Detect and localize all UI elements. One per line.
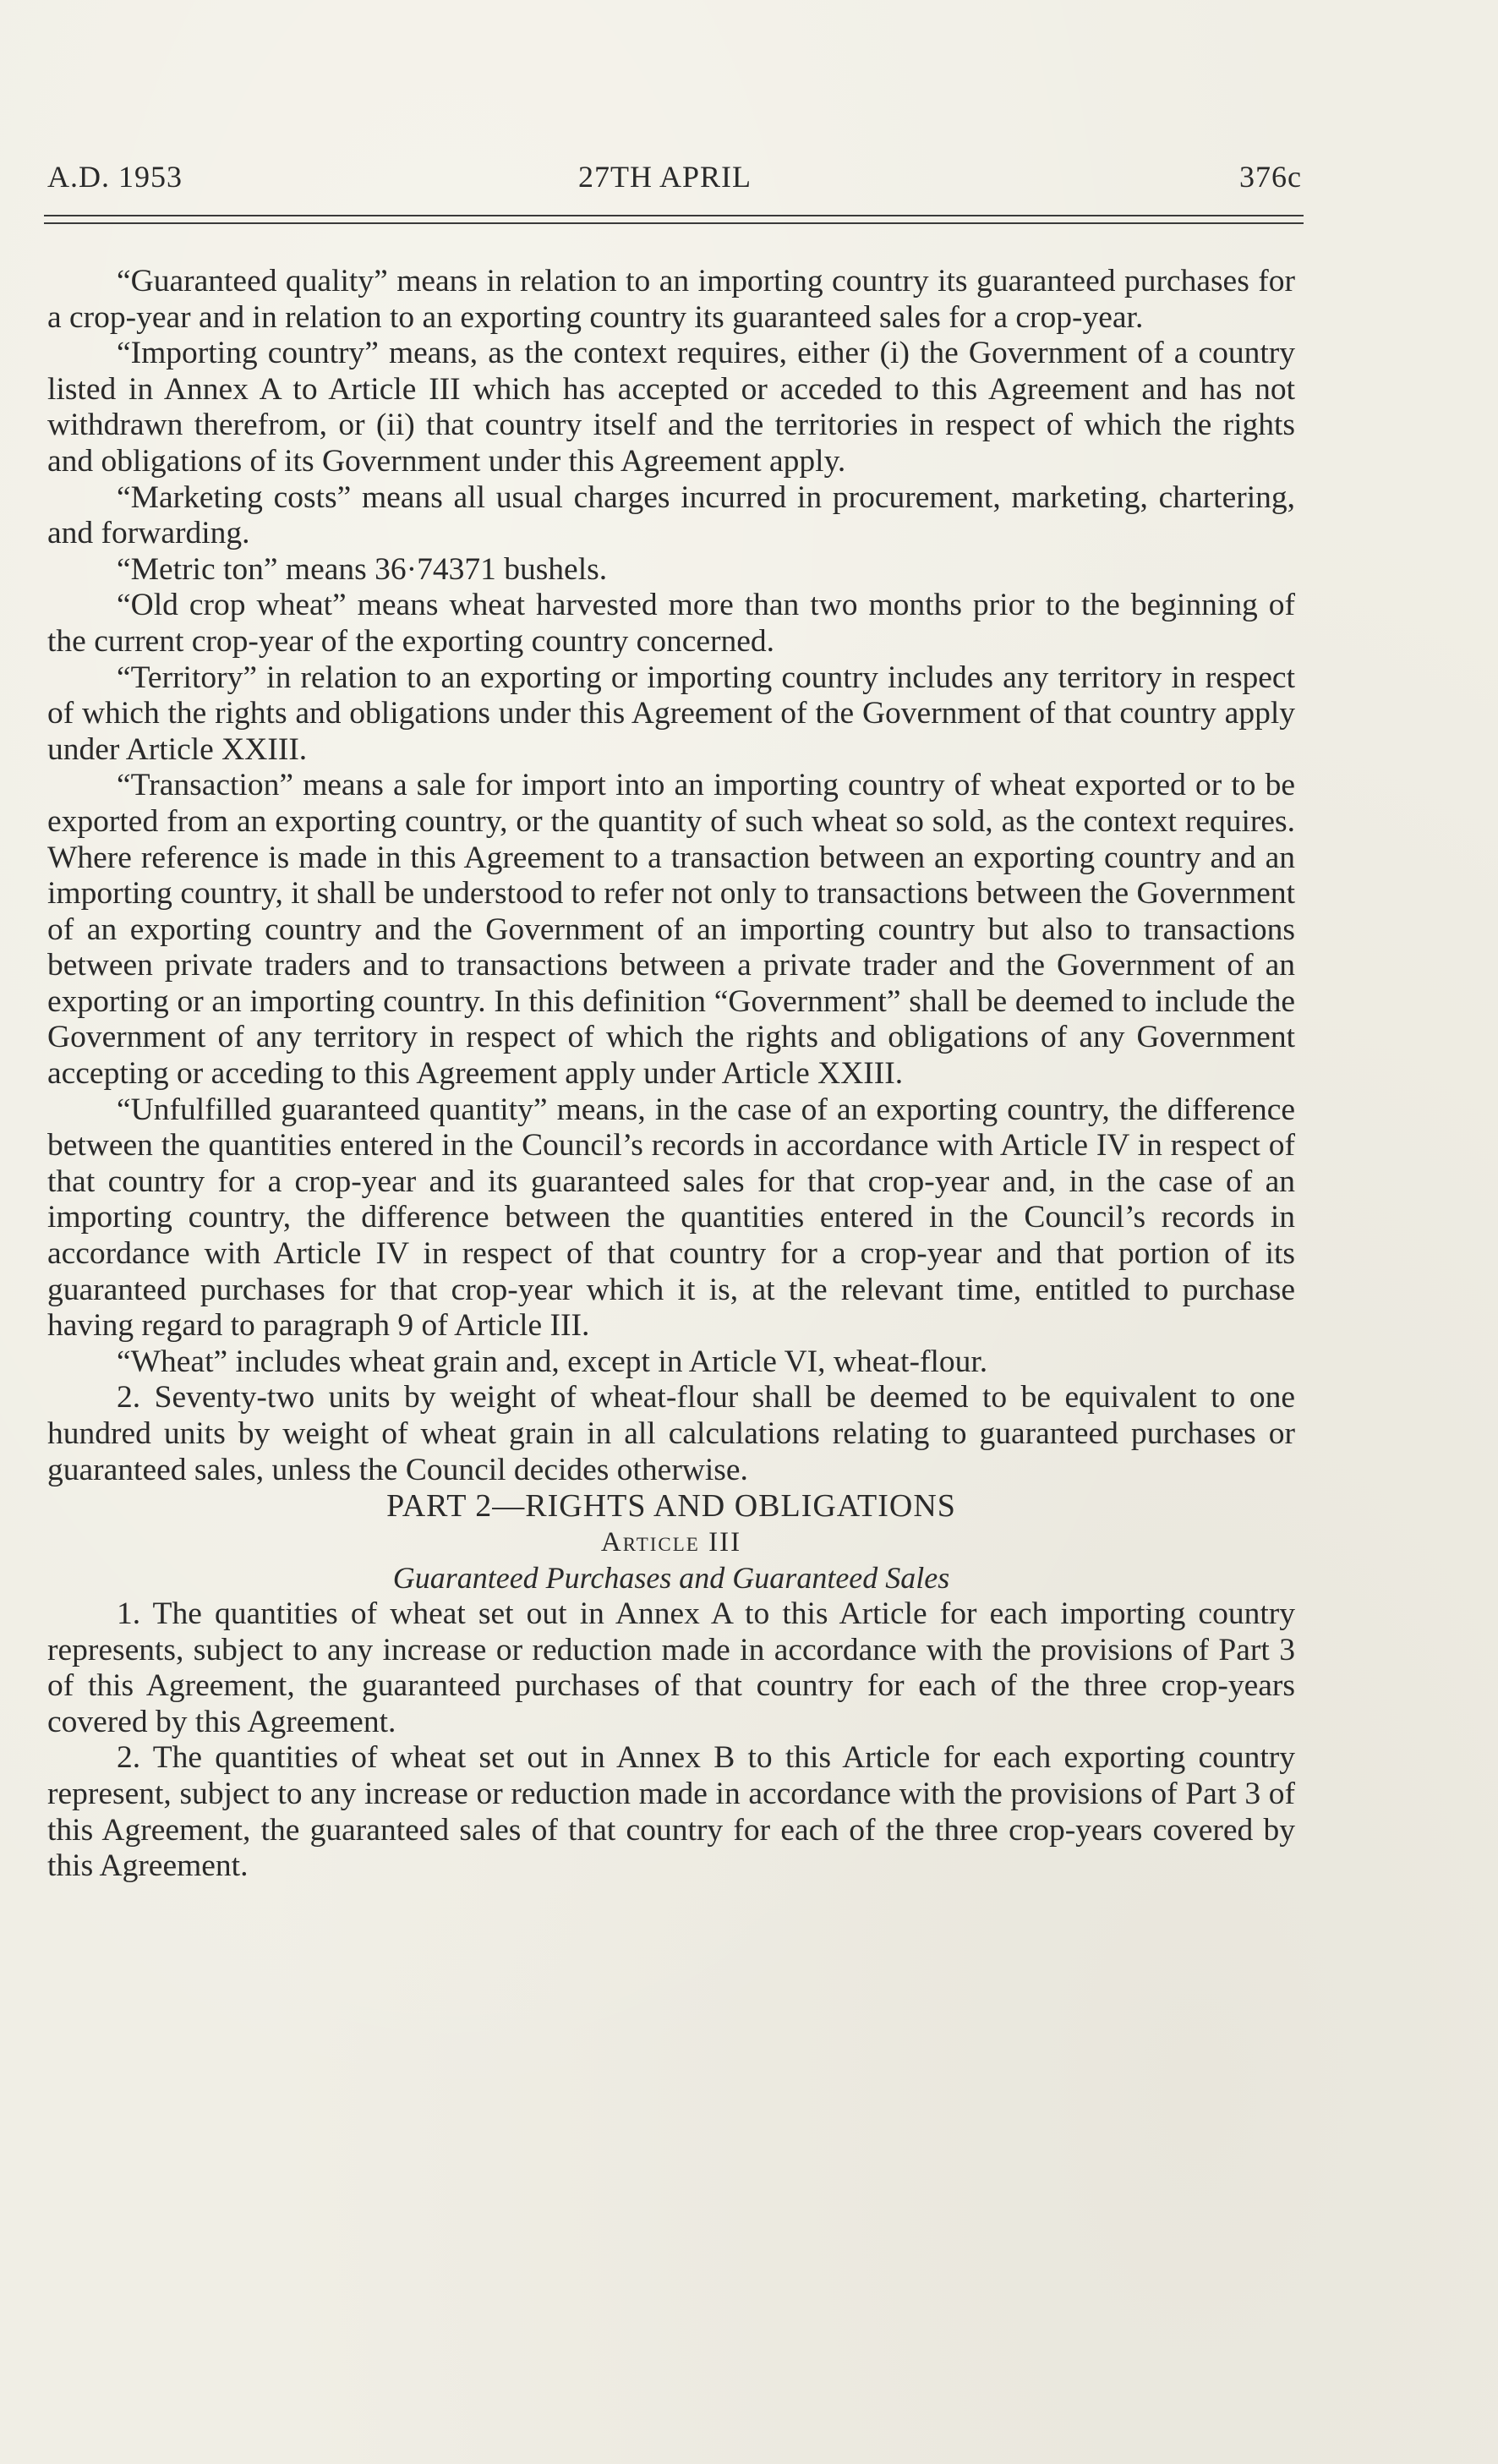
definition-metric-ton: “Metric ton” means 36·74371 bushels. — [117, 551, 608, 587]
definition-old-crop-wheat: “Old crop wheat” means wheat harvested more than two months prior to the beginning of the current crop-year of the exporting country concerned. — [47, 588, 1295, 659]
header-date: 27TH APRIL — [578, 160, 752, 194]
header-rule-bottom — [44, 222, 1304, 224]
body-text — [47, 264, 1295, 1885]
definition-territory: “Territory” in relation to an exporting or importing country includes any territory in respect of which the rights and obligations under this Agreement of the Government of that country apply under Article XXIII. — [47, 660, 1295, 767]
definition-wheat: “Wheat” includes wheat grain and, except in Article VI, wheat-flour. — [117, 1344, 988, 1379]
article-heading: Article III — [600, 1526, 742, 1558]
page-header — [47, 159, 1302, 200]
header-rule-top — [44, 215, 1304, 216]
article-paragraph-2: 2. The quantities of wheat set out in Annex B to this Article for each exporting country represent, subject to any increase or reduction made in accordance with the provisions of Part 3 of this Agreement, the guaranteed sales of that country for each of the three crop-years covered by this Agreement. — [47, 1740, 1295, 1884]
part-heading: PART 2—RIGHTS AND OBLIGATIONS — [386, 1488, 956, 1525]
definition-importing-country: “Importing country” means, as the context requires, either (i) the Government of a country listed in Annex A to Article III which has accepted or acceded to this Agreement and has not withdrawn therefrom, or (ii) that country itself and the territories in respect of which the rights and obligations of its Government under this Agreement apply. — [47, 336, 1295, 479]
article-paragraph-1: 1. The quantities of wheat set out in Annex A to this Article for each importing country represents, subject to any increase or reduction made in accordance with the provisions of Part 3 of this Agreement, the guaranteed purchases of that country for each of the three crop-years covered by this Agreement. — [47, 1596, 1295, 1739]
definition-marketing-costs: “Marketing costs” means all usual charges incurred in procurement, marketing, chartering, and forwarding. — [47, 479, 1295, 551]
article-subheading: Guaranteed Purchases and Guaranteed Sales — [392, 1561, 950, 1596]
definition-unfulfilled-guaranteed-quantity: “Unfulfilled guaranteed quantity” means, in the case of an exporting country, the difference between the quantities entered in the Council’s records in accordance with Article IV in respect of that country for a crop-year and its guaranteed sales for that crop-year and, in the case of an importing country, the difference between the quantities entered in the Council’s records in accordance with Article IV in respect of that country for a crop-year and that portion of its guaranteed purchases for that crop-year which it is, at the relevant time, entitled to purchase having regard to paragraph 9 of Article III. — [47, 1092, 1295, 1344]
paragraph-2-wheat-flour: 2. Seventy-two units by weight of wheat-flour shall be deemed to be equivalent to one hundred units by weight of wheat grain in all calculations relating to guaranteed purchases or guaranteed sales, unless the Council decides otherwise. — [47, 1380, 1295, 1487]
definition-transaction: “Transaction” means a sale for import into an importing country of wheat exported or to be exported from an exporting country, or the quantity of such wheat so sold, as the context requires. Where reference is made in this Agreement to a transaction between an exporting country and an importing country, it shall be understood to refer not only to transactions between the Government of an exporting country and the Government of an importing country but also to transactions between private traders and to transactions between a private trader and the Government of an exporting or an importing country. In this definition “Government” shall be deemed to include the Government of any territory in respect of which the rights and obligations of any Government accepting or acceding to this Agreement apply under Article XXIII. — [47, 768, 1295, 1092]
definition-guaranteed-quality: “Guaranteed quality” means in relation to an importing country its guaranteed purchases for a crop-year and in relation to an exporting country its guaranteed sales for a crop-year. — [47, 264, 1295, 335]
header-year: A.D. 1953 — [47, 160, 183, 194]
header-page-number: 376c — [1239, 160, 1302, 194]
